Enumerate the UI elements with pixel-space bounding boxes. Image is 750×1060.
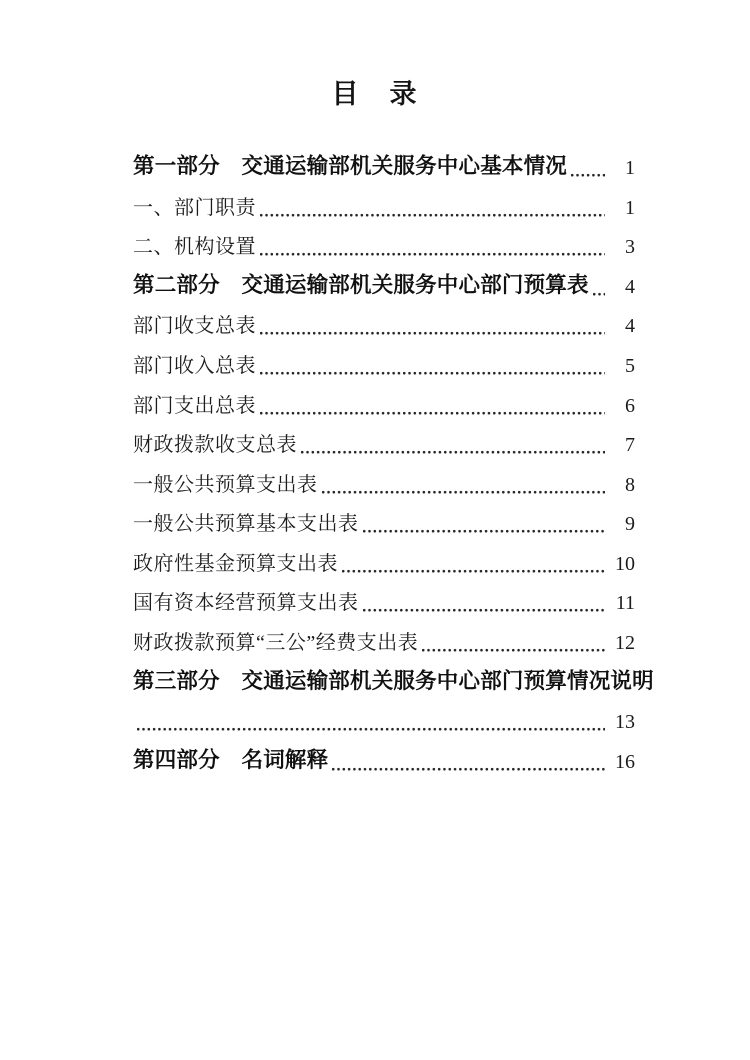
page-number: 9	[625, 513, 635, 536]
dot-leader	[260, 213, 605, 217]
page-number: 6	[625, 394, 635, 417]
dot-leader	[571, 173, 605, 177]
toc-entry-continuation	[133, 700, 635, 740]
toc-entry	[133, 462, 635, 502]
toc-entry-label: 政府性基金预算支出表	[133, 552, 338, 575]
toc-entry	[133, 185, 635, 225]
toc-entry-label: 部门收支总表	[133, 315, 256, 338]
page-number: 10	[615, 552, 635, 575]
toc-entry	[133, 423, 635, 463]
toc-entry-label: 一般公共预算支出表	[133, 473, 318, 496]
dot-leader	[422, 648, 605, 652]
dot-leader	[301, 450, 605, 454]
dot-leader	[342, 569, 605, 573]
toc-entry	[133, 581, 635, 621]
page-number: 11	[615, 592, 635, 615]
toc-entry	[133, 304, 635, 344]
dot-leader	[260, 371, 605, 375]
toc-entry-label: 第三部分 交通运输部机关服务中心部门预算情况说明	[133, 669, 654, 694]
dot-leader	[332, 767, 605, 771]
page-number: 8	[625, 473, 635, 496]
toc-entry-label: 第二部分 交通运输部机关服务中心部门预算表	[133, 273, 589, 298]
toc-entry	[133, 264, 635, 304]
dot-leader	[363, 529, 606, 533]
page-number: 4	[625, 315, 635, 338]
toc-entry-label: 部门收入总表	[133, 354, 256, 377]
toc-entry	[133, 620, 635, 660]
page-number: 13	[615, 711, 635, 734]
toc-entry-label: 第四部分 名词解释	[133, 748, 329, 773]
toc-entry	[133, 502, 635, 542]
toc-entry	[133, 343, 635, 383]
toc-entry-label: 二、机构设置	[133, 236, 256, 259]
toc-entry	[133, 225, 635, 265]
page-number: 16	[615, 750, 635, 773]
dot-leader	[593, 292, 605, 296]
page-number: 1	[625, 196, 635, 219]
toc-entry-label: 部门支出总表	[133, 394, 256, 417]
toc-entry-label: 第一部分 交通运输部机关服务中心基本情况	[133, 154, 568, 179]
toc-entry-label: 一般公共预算基本支出表	[133, 513, 359, 536]
page-number: 12	[615, 632, 635, 655]
toc-entry	[133, 383, 635, 423]
toc-entry-label: 国有资本经营预算支出表	[133, 592, 359, 615]
toc-entry-label: 财政拨款预算“三公”经费支出表	[133, 632, 419, 655]
toc-entry	[133, 660, 654, 700]
page-number: 4	[625, 275, 635, 298]
page-number: 5	[625, 354, 635, 377]
toc-entry	[133, 541, 635, 581]
dot-leader	[137, 727, 605, 731]
toc-entry	[133, 145, 635, 185]
toc-list	[133, 145, 654, 779]
dot-leader	[260, 411, 605, 415]
page-number: 7	[625, 434, 635, 457]
page-title: 目 录	[331, 79, 419, 109]
dot-leader	[260, 252, 605, 256]
toc-entry-label: 一、部门职责	[133, 196, 256, 219]
dot-leader	[363, 608, 606, 612]
dot-leader	[322, 490, 606, 494]
page-number: 1	[625, 156, 635, 179]
page-number: 3	[625, 236, 635, 259]
toc-entry	[133, 739, 635, 779]
toc-entry-label: 财政拨款收支总表	[133, 434, 297, 457]
dot-leader	[260, 331, 605, 335]
